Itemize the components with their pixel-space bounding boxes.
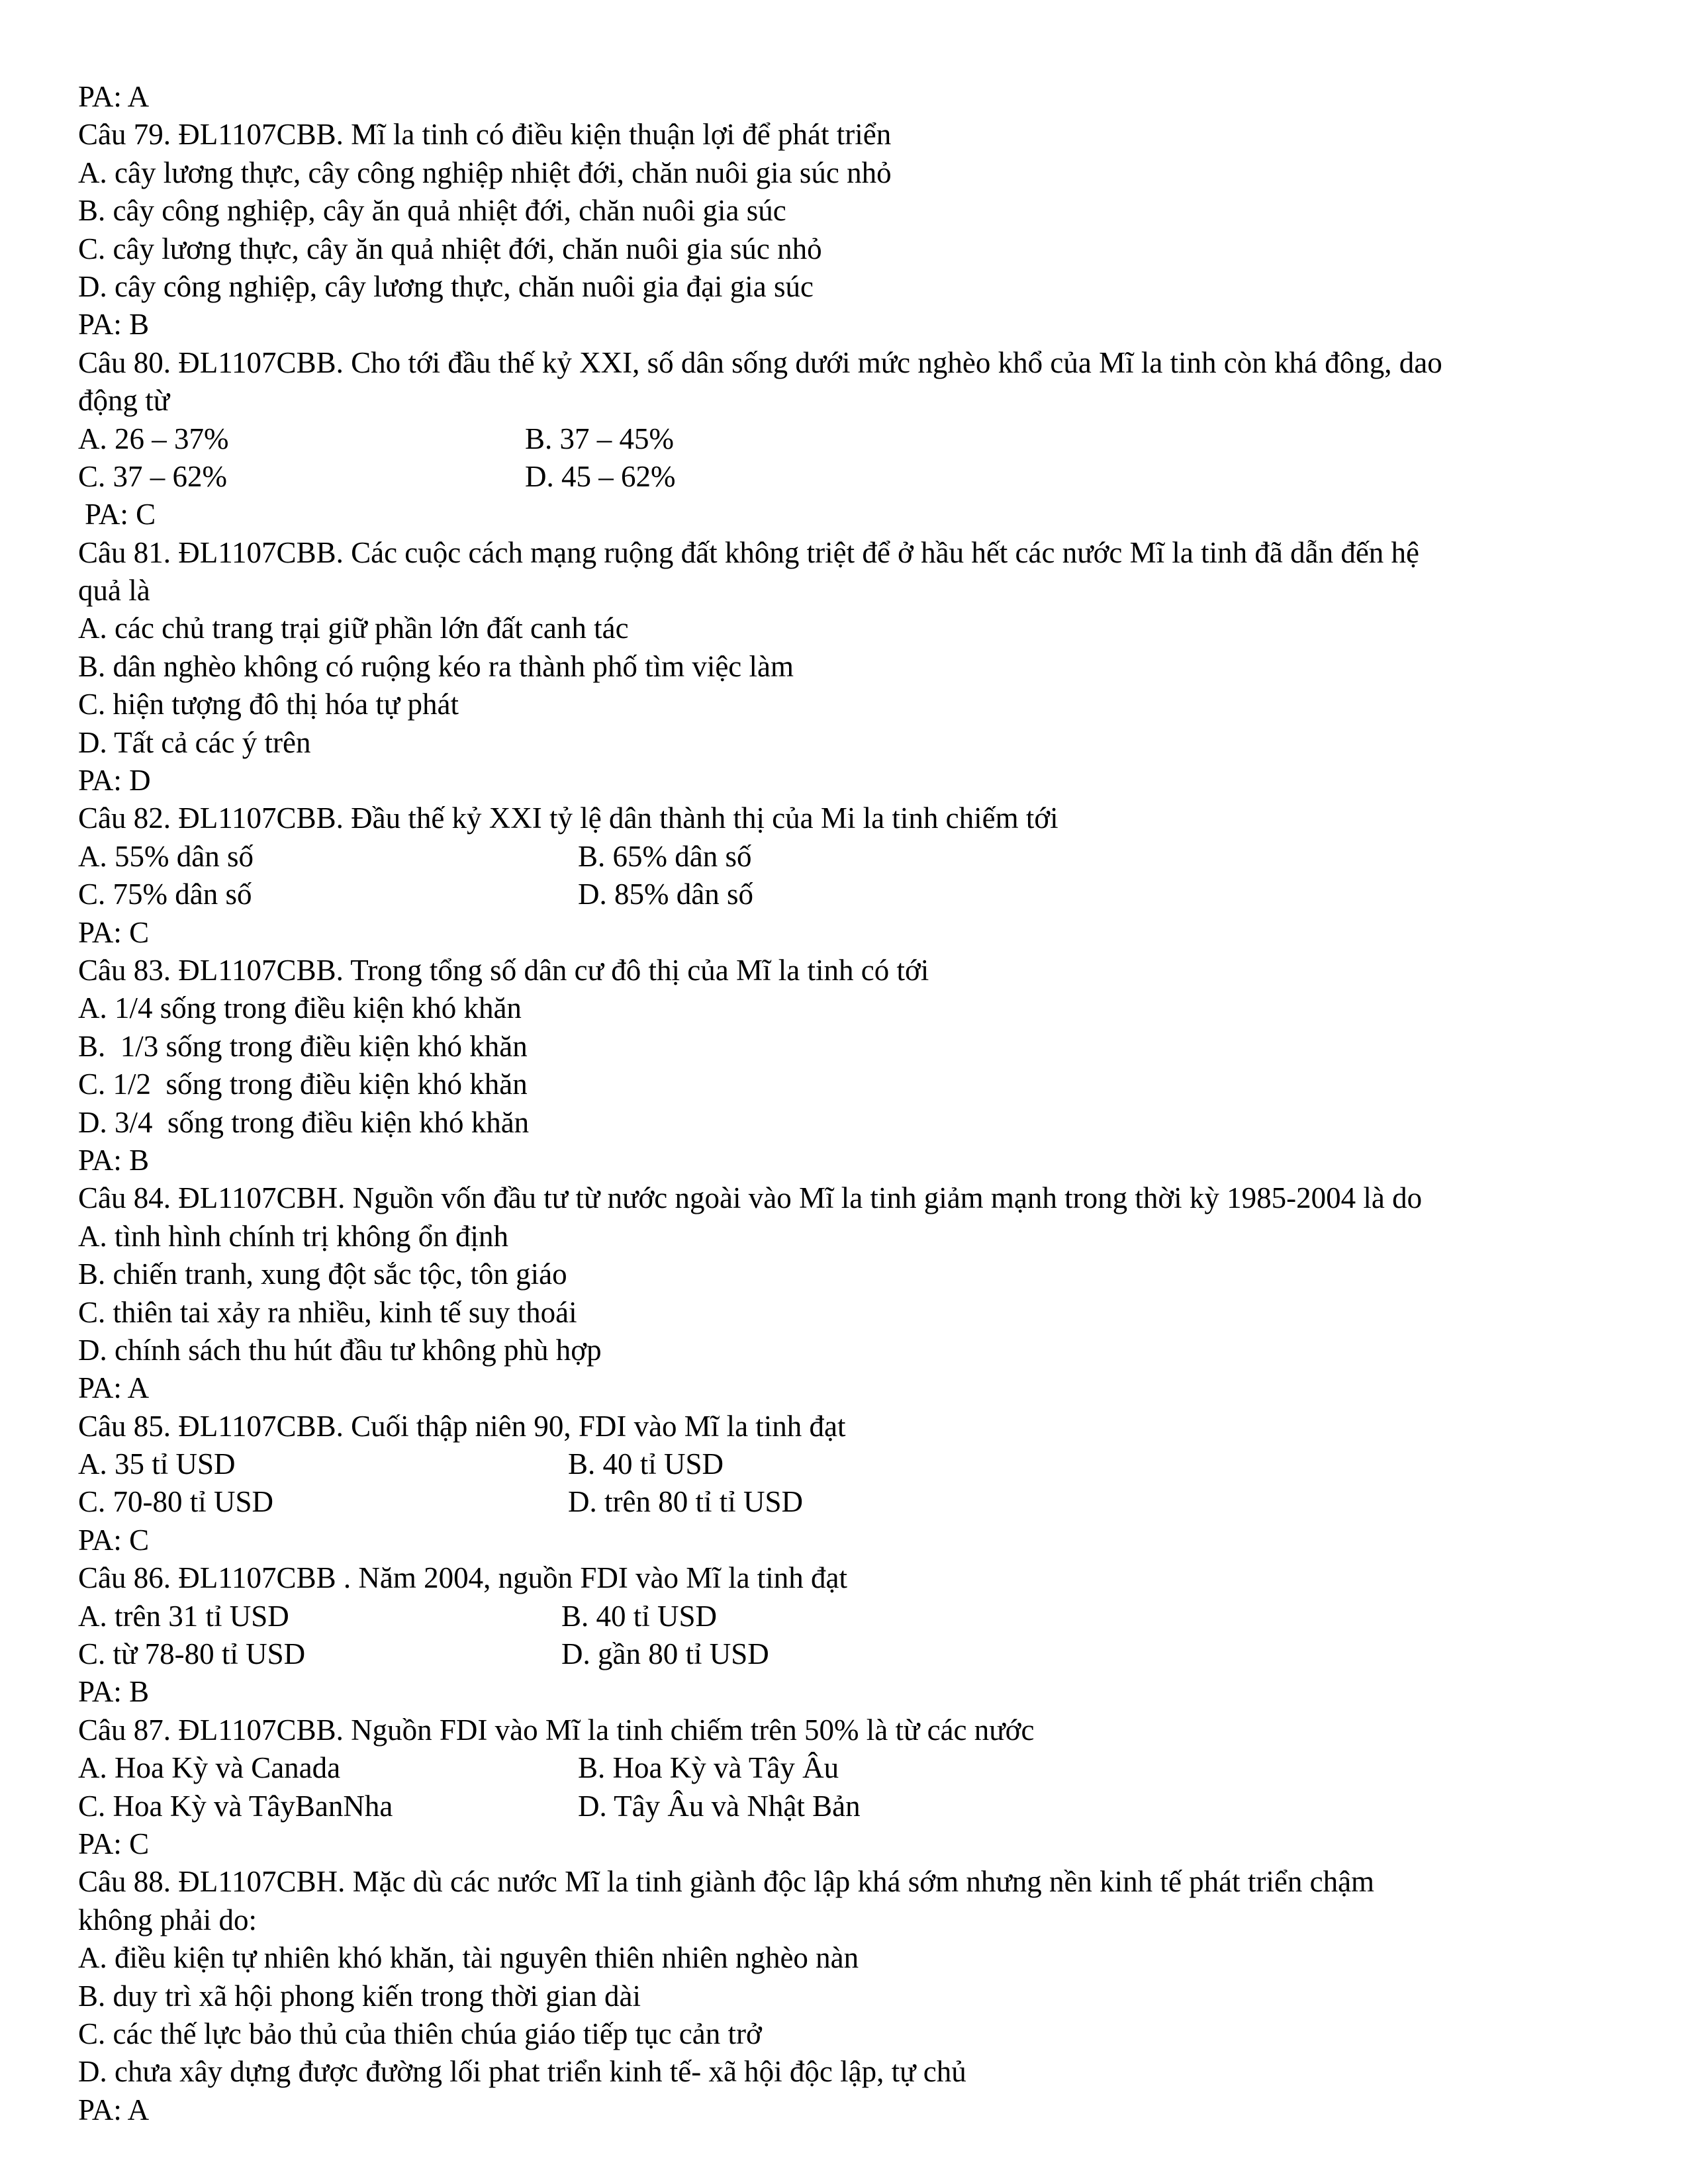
option-a: A. 1/4 sống trong điều kiện khó khăn	[78, 991, 522, 1025]
answer-line: PA: C	[78, 1827, 150, 1860]
answer-line: PA: D	[78, 764, 151, 797]
option-d: D. cây công nghiệp, cây lương thực, chăn nuôi gia đại gia súc	[78, 269, 814, 303]
option-c: C. 37 – 62%	[78, 459, 227, 493]
option-a: A. Hoa Kỳ và Canada	[78, 1751, 341, 1785]
question-84: Câu 84. ĐL1107CBH. Nguồn vốn đầu tư từ nước ngoài vào Mĩ la tinh giảm mạnh trong thời kỳ 1985-2004 là do	[78, 1181, 1423, 1215]
option-b: B. 40 tỉ USD	[561, 1599, 718, 1633]
option-b: B. duy trì xã hội phong kiến trong thời gian dài	[78, 1979, 641, 2013]
option-a: A. các chủ trang trại giữ phần lớn đất canh tác	[78, 612, 629, 645]
answer-line: PA: B	[78, 1675, 150, 1709]
option-c: C. từ 78-80 tỉ USD	[78, 1637, 306, 1671]
question-83: Câu 83. ĐL1107CBB. Trong tổng số dân cư đô thị của Mĩ la tinh có tới	[78, 953, 929, 987]
option-d: D. gần 80 tỉ USD	[561, 1637, 769, 1671]
options-row	[78, 876, 1627, 913]
answer-line: PA: A	[78, 1371, 150, 1405]
option-b: B. 40 tỉ USD	[568, 1447, 724, 1481]
option-a: A. 26 – 37%	[78, 422, 229, 455]
option-a: A. điều kiện tự nhiên khó khăn, tài nguyên thiên nhiên nghèo nàn	[78, 1941, 859, 1975]
option-d: D. 85% dân số	[578, 878, 753, 911]
options-row	[78, 1445, 1627, 1483]
option-c: C. hiện tượng đô thị hóa tự phát	[78, 688, 459, 721]
option-d: D. 45 – 62%	[525, 459, 676, 493]
answer-line: PA: B	[78, 1143, 150, 1177]
question-88-continued: không phải do:	[78, 1903, 257, 1936]
option-d: D. Tất cả các ý trên	[78, 725, 311, 759]
option-a: A. 55% dân số	[78, 839, 254, 873]
option-d: D. 3/4 sống trong điều kiện khó khăn	[78, 1105, 530, 1139]
option-b: B. 37 – 45%	[525, 422, 674, 455]
options-row	[78, 420, 1627, 458]
option-c: C. cây lương thực, cây ăn quả nhiệt đới, chăn nuôi gia súc nhỏ	[78, 232, 822, 265]
options-row	[78, 1749, 1627, 1787]
option-a: A. cây lương thực, cây công nghiệp nhiệt đới, chăn nuôi gia súc nhỏ	[78, 156, 892, 189]
options-row	[78, 1598, 1627, 1635]
answer-line: PA: A	[78, 80, 150, 113]
option-b: B. chiến tranh, xung đột sắc tộc, tôn giáo	[78, 1257, 567, 1291]
option-c: C. 1/2 sống trong điều kiện khó khăn	[78, 1068, 528, 1101]
options-row	[78, 1788, 1627, 1825]
options-row	[78, 838, 1627, 876]
option-c: C. thiên tai xảy ra nhiều, kinh tế suy thoái	[78, 1295, 577, 1329]
option-c: C. Hoa Kỳ và TâyBanNha	[78, 1789, 393, 1823]
option-b: B. cây công nghiệp, cây ăn quả nhiệt đới, chăn nuôi gia súc	[78, 194, 786, 228]
options-row	[78, 1483, 1627, 1521]
answer-line: PA: C	[85, 498, 156, 531]
question-81-continued: quả là	[78, 574, 150, 608]
question-81: Câu 81. ĐL1107CBB. Các cuộc cách mạng ruộng đất không triệt để ở hầu hết các nước Mĩ la tinh đã dẫn đến hệ	[78, 535, 1420, 569]
question-79: Câu 79. ĐL1107CBB. Mĩ la tinh có điều kiện thuận lợi để phát triển	[78, 118, 892, 152]
answer-line: PA: C	[78, 1523, 150, 1557]
question-80-continued: động từ	[78, 384, 170, 418]
option-b: B. 1/3 sống trong điều kiện khó khăn	[78, 1029, 528, 1063]
question-85: Câu 85. ĐL1107CBB. Cuối thập niên 90, FDI vào Mĩ la tinh đạt	[78, 1409, 846, 1443]
question-88: Câu 88. ĐL1107CBH. Mặc dù các nước Mĩ la tinh giành độc lập khá sớm nhưng nền kinh tế phát triển chậm	[78, 1865, 1375, 1899]
option-d: D. trên 80 tỉ tỉ USD	[568, 1485, 803, 1519]
options-row	[78, 458, 1627, 496]
option-c: C. 75% dân số	[78, 878, 252, 911]
answer-line: PA: B	[78, 308, 150, 341]
option-a: A. 35 tỉ USD	[78, 1447, 236, 1481]
question-86: Câu 86. ĐL1107CBB . Năm 2004, nguồn FDI vào Mĩ la tinh đạt	[78, 1561, 848, 1595]
option-d: D. chính sách thu hút đầu tư không phù hợp	[78, 1333, 602, 1367]
options-row	[78, 1635, 1627, 1673]
option-a: A. tình hình chính trị không ổn định	[78, 1219, 508, 1253]
option-b: B. 65% dân số	[578, 839, 752, 873]
option-a: A. trên 31 tỉ USD	[78, 1599, 289, 1633]
question-80: Câu 80. ĐL1107CBB. Cho tới đầu thế kỷ XXI, số dân sống dưới mức nghèo khổ của Mĩ la tinh còn khá đông, dao	[78, 345, 1442, 379]
question-82: Câu 82. ĐL1107CBB. Đầu thế kỷ XXI tỷ lệ dân thành thị của Mi la tinh chiếm tới	[78, 801, 1058, 835]
option-d: D. Tây Âu và Nhật Bản	[578, 1789, 861, 1823]
question-87: Câu 87. ĐL1107CBB. Nguồn FDI vào Mĩ la tinh chiếm trên 50% là từ các nước	[78, 1713, 1035, 1747]
option-c: C. các thế lực bảo thủ của thiên chúa giáo tiếp tục cản trở	[78, 2017, 762, 2050]
option-b: B. Hoa Kỳ và Tây Âu	[578, 1751, 839, 1785]
answer-line: PA: A	[78, 2093, 150, 2126]
answer-line: PA: C	[78, 915, 150, 949]
document-page	[78, 78, 1627, 2129]
option-c: C. 70-80 tỉ USD	[78, 1485, 274, 1519]
option-b: B. dân nghèo không có ruộng kéo ra thành phố tìm việc làm	[78, 649, 794, 683]
option-d: D. chưa xây dựng được đường lối phat triển kinh tế- xã hội độc lập, tự chủ	[78, 2055, 966, 2089]
